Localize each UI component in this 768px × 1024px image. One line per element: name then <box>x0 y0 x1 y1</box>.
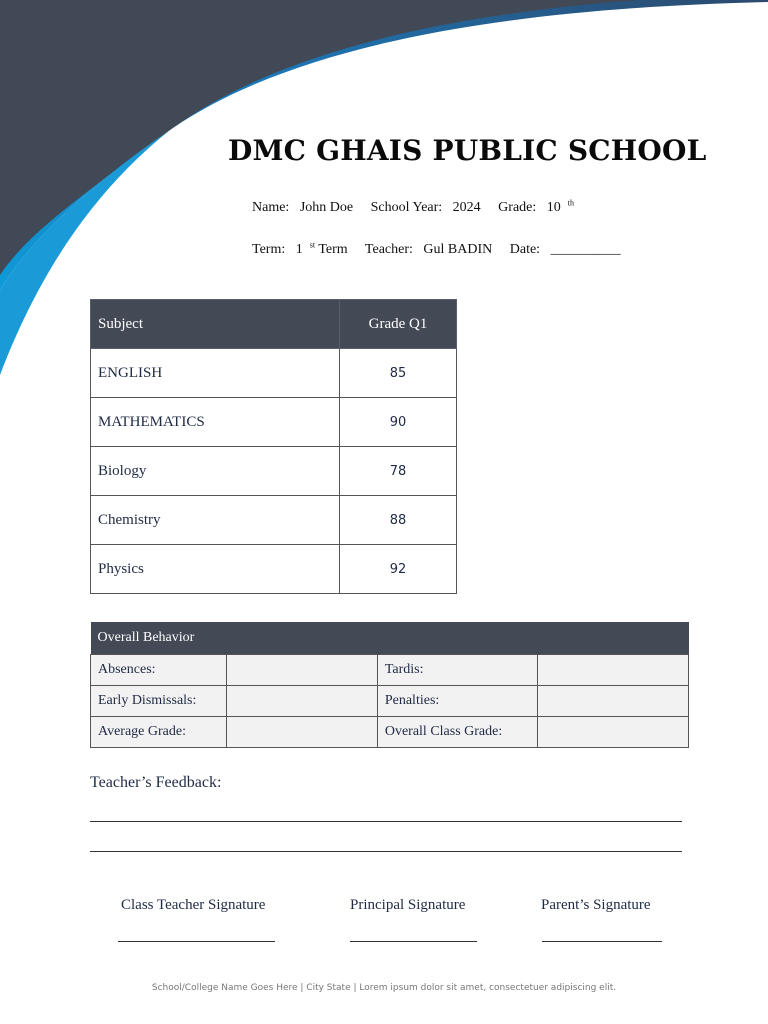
grade-field: Grade: 10 $^{th}$ <box>498 198 574 215</box>
table-row <box>91 686 689 717</box>
absences-value <box>226 655 377 686</box>
subject-column-header: Subject <box>91 300 340 349</box>
overall-behavior-table <box>90 622 689 748</box>
table-row <box>91 496 457 545</box>
early-dismissals-label: Early Dismissals: <box>91 686 227 717</box>
grade-cell: 78 <box>340 447 457 496</box>
table-row <box>91 655 689 686</box>
teachers-feedback-label: Teacher’s Feedback: <box>90 774 222 791</box>
teacher-field: Teacher: Gul BADIN <box>364 241 493 257</box>
overall-class-grade-value <box>538 717 689 748</box>
overall-behavior-heading: Overall Behavior <box>91 622 689 655</box>
term-field: Term: 1 $^{st}$ Term <box>252 240 348 257</box>
student-info-line-2 <box>252 240 635 258</box>
tardis-label: Tardis: <box>377 655 537 686</box>
feedback-line <box>90 821 682 822</box>
penalties-label: Penalties: <box>377 686 537 717</box>
average-grade-value <box>226 717 377 748</box>
grades-table <box>90 299 457 594</box>
penalties-value <box>538 686 689 717</box>
student-info-line-1 <box>252 198 581 216</box>
subject-cell: MATHEMATICS <box>91 398 340 447</box>
name-field: Name: John Doe <box>252 199 354 215</box>
subject-cell: Chemistry <box>91 496 340 545</box>
subject-cell: Physics <box>91 545 340 594</box>
class-teacher-signature-label: Class Teacher Signature <box>121 897 266 913</box>
feedback-line <box>90 851 682 852</box>
behavior-header-row <box>91 622 689 655</box>
subject-cell: Biology <box>91 447 340 496</box>
footer-text: School/College Name Goes Here | City State | Lorem ipsum dolor sit amet, consectetuer adipiscing elit. <box>151 983 617 993</box>
principal-signature-line <box>350 941 477 942</box>
table-row <box>91 398 457 447</box>
parents-signature-label: Parent’s Signature <box>541 897 651 913</box>
tardis-value <box>538 655 689 686</box>
class-teacher-signature-line <box>118 941 275 942</box>
absences-label: Absences: <box>91 655 227 686</box>
table-row <box>91 545 457 594</box>
date-field: Date: __________ <box>509 241 621 257</box>
parents-signature-line <box>542 941 662 942</box>
grades-header-row <box>91 300 457 349</box>
table-row <box>91 349 457 398</box>
table-row <box>91 717 689 748</box>
school-title: DMC GHAIS PUBLIC SCHOOL <box>228 134 707 167</box>
principal-signature-label: Principal Signature <box>350 897 466 913</box>
table-row <box>91 447 457 496</box>
grade-cell: 88 <box>340 496 457 545</box>
school-year-field: School Year: 2024 <box>370 199 481 215</box>
grade-cell: 90 <box>340 398 457 447</box>
early-dismissals-value <box>226 686 377 717</box>
overall-class-grade-label: Overall Class Grade: <box>377 717 537 748</box>
grade-cell: 92 <box>340 545 457 594</box>
grade-cell: 85 <box>340 349 457 398</box>
grade-q1-column-header: Grade Q1 <box>340 300 457 349</box>
subject-cell: ENGLISH <box>91 349 340 398</box>
average-grade-label: Average Grade: <box>91 717 227 748</box>
